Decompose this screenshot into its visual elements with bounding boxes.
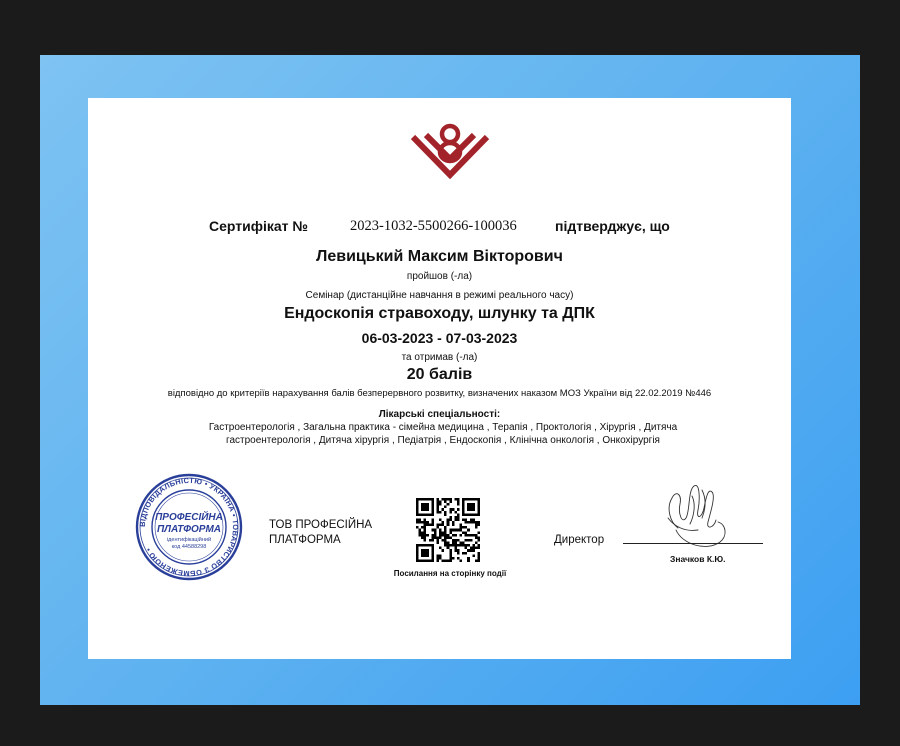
confirms-text: підтверджує, що (555, 218, 670, 234)
course-dates: 06-03-2023 - 07-03-2023 (361, 330, 518, 346)
course-title: Ендоскопія стравоходу, шлунку та ДПК (284, 305, 595, 322)
certificate-paper (88, 98, 791, 659)
specialties-title: Лікарські спеціальності: (378, 409, 501, 420)
stamp-center-line3: ідентифікаційний (166, 537, 212, 543)
company-stamp-icon (135, 473, 243, 581)
certificate-number: 2023-1032-5500266-100036 (350, 218, 517, 234)
criteria-text: відповідно до критеріїв нарахування балів безперервного розвитку, визначених наказом МОЗ України від 22.02.2019 №446 (167, 388, 712, 399)
company-name-line2: ПЛАТФОРМА (269, 534, 341, 546)
brand-logo-icon (410, 123, 490, 185)
director-signature-icon (648, 478, 738, 558)
director-label: Директор (554, 534, 605, 546)
event-qr-code[interactable] (416, 498, 480, 562)
stamp-center-line2: ПЛАТФОРМА (156, 524, 222, 535)
qr-caption: Посилання на сторінку події (393, 569, 507, 578)
recipient-name: Левицький Максим Вікторович (316, 248, 563, 265)
company-name-line1: ТОВ ПРОФЕСІЙНА (269, 519, 373, 531)
points-awarded: 20 балів (406, 366, 473, 383)
signatory-name: Значков К.Ю. (670, 554, 726, 564)
signature-line (623, 543, 763, 544)
received-text: та отримав (-ла) (401, 352, 478, 363)
seminar-type: Семінар (дистанційне навчання в режимі реального часу) (305, 290, 574, 301)
passed-text: пройшов (-ла) (406, 271, 473, 282)
certificate-number-line (88, 218, 791, 238)
stamp-center-line4: код 44588298 (171, 544, 207, 550)
certificate-label: Сертифікат № (209, 218, 309, 234)
stamp-center-line1: ПРОФЕСІЙНА (155, 512, 223, 523)
company-name (269, 518, 372, 548)
stamp-ring-text: ВІДПОВІДАЛЬНІСТЮ • УКРАЇНА • ТОВАРИСТВО З ОБМЕЖЕНОЮ • (137, 475, 241, 579)
specialties-list: Гастроентерологія , Загальна практика - сімейна медицина , Терапія , Проктологія , Хірургія , Дитяча гастроентерологія , Дитяча хірургія , Педіатрія , Ендоскопія , Клінічна онкологія , Онкохірургія (208, 422, 678, 446)
